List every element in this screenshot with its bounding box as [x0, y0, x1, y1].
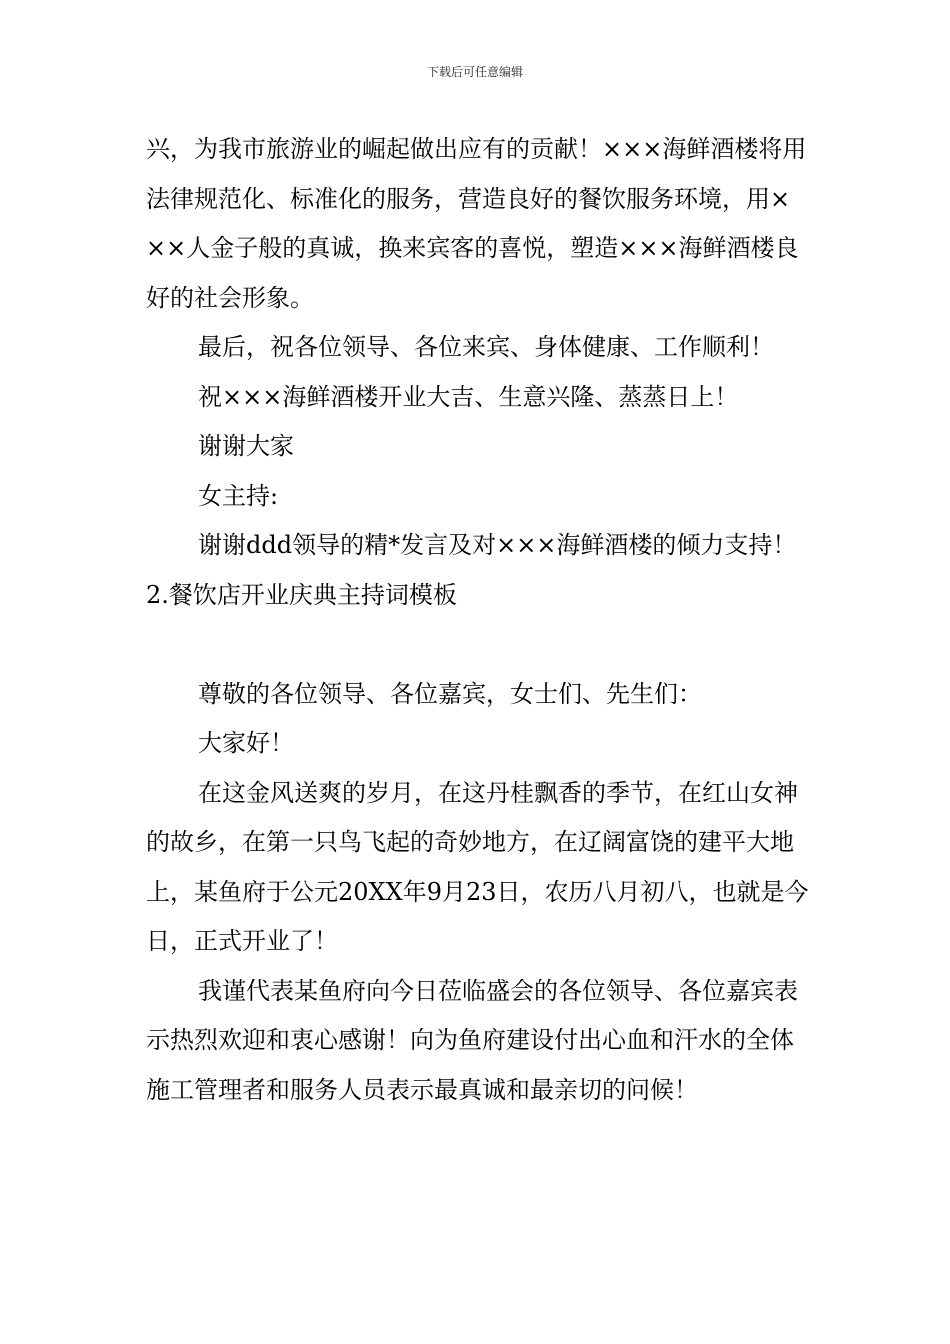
paragraph-female-host: 女主持:	[198, 481, 279, 510]
paragraph-closing-wishes: 最后，祝各位领导、各位来宾、身体健康、工作顺利！	[198, 333, 774, 361]
section-heading: 2.餐饮店开业庆典主持词模板	[146, 580, 457, 609]
paragraph-thanks-speech: 谢谢ddd领导的精*发言及对×××海鲜酒楼的倾力支持！	[198, 531, 797, 559]
page-header: 下载后可任意编辑	[426, 65, 523, 79]
paragraph-continuation: 兴，为我市旅游业的崛起做出应有的贡献！×××海鲜酒楼将用法律规范化、标准化的服务，营造良好的餐饮服务环境，用×××人金子般的真诚，换来宾客的喜悦，塑造×××海鲜酒楼良好的社会形象。	[146, 135, 807, 312]
paragraph-welcome: 我谨代表某鱼府向今日莅临盛会的各位领导、各位嘉宾表示热烈欢迎和衷心感谢！向为鱼府建设付出心血和汗水的全体施工管理者和服务人员表示最真诚和最亲切的问候！	[146, 976, 798, 1104]
paragraph-opening: 在这金风送爽的岁月，在这丹桂飘香的季节，在红山女神的故乡，在第一只鸟飞起的奇妙地方，在辽阔富饶的建平大地上，某鱼府于公元20XX年9月23日，农历八月初八，也就是今日，正式开业了！	[146, 778, 809, 955]
paragraph-congratulations: 祝×××海鲜酒楼开业大吉、生意兴隆、蒸蒸日上！	[198, 382, 739, 411]
paragraph-salutation: 尊敬的各位领导、各位嘉宾，女士们、先生们：	[198, 679, 702, 708]
paragraph-greeting: 大家好！	[198, 729, 294, 757]
document-body	[146, 125, 810, 1115]
blank-line	[146, 620, 810, 670]
paragraph-thanks: 谢谢大家	[198, 432, 294, 460]
